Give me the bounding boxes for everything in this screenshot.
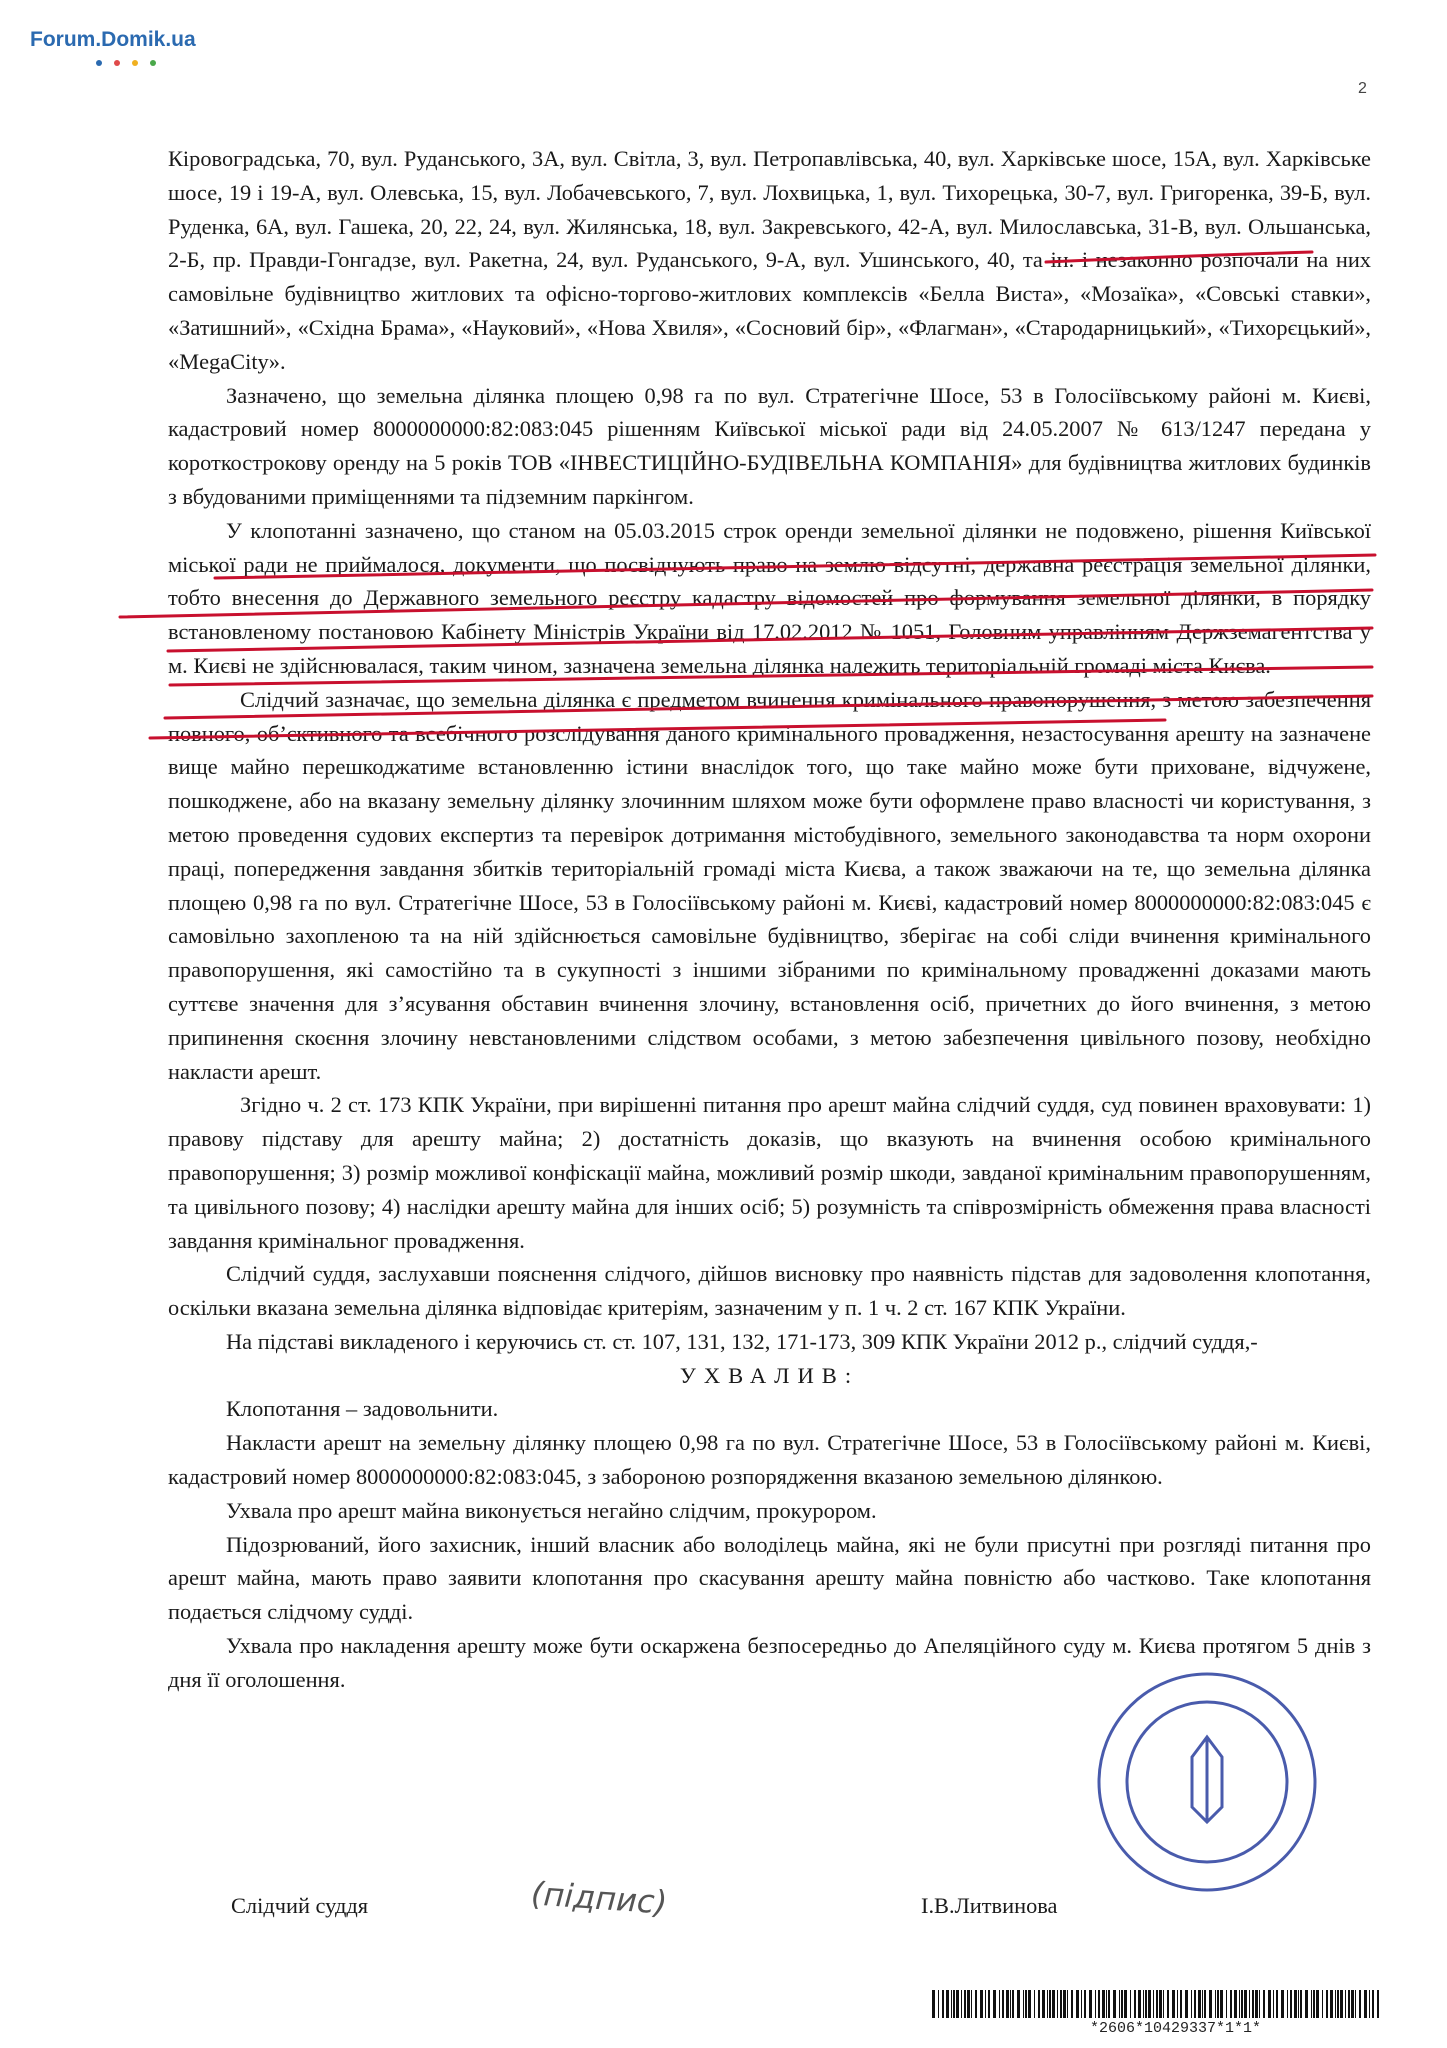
paragraph-investigator-statement: Слідчий зазначає, що земельна ділянка є предметом вчинення кримінального правопорушення, з метою забезпечення повного, об’єктивного та всебічного розслідування даного кримінального провадження, незастосування арешту на зазначене вище майно перешкоджатиме встановленню істини внаслідок того, що таке майно може бути приховане, відчужене, пошкоджене, або на вказану земельну ділянку злочинним шляхом може бути оформлене право власності чи користування, з метою проведення судових експертиз та перевірок дотримання містобудівного, земельного законодавства та норм охорони праці, попередження завдання збитків територіальній громаді міста Києва, а також зважаючи на те, що земельна ділянка площею 0,98 га по вул. Стратегічне Шосе, 53 в Голосіївському районі м. Києві, кадастровий номер 8000000000:82:083:045 є самовільно захопленою та на ній здійснюється самовільне будівництво, зберігає на собі сліди вчинення кримінального правопорушення, які самостійно та в сукупності з іншими зібраними по кримінальному провадженні доказами мають суттєве значення для з’ясування обставин вчинення злочину, встановлення осіб, причетних до його вчинення, з метою припинення скоєння злочину невстановленими слідством особами, з метою забезпечення цивільного позову, необхідно накласти арешт. (168, 686, 1371, 1084)
paragraph-addresses: Кіровоградська, 70, вул. Руданського, 3А, вул. Світла, 3, вул. Петропавлівська, 40, вул. Харківське шосе, 15А, вул. Харківське шосе, 19 і 19-А, вул. Олевська, 15, вул. Лобачевського, 7, вул. Лохвицька, 1, вул. Тихорецька, 30-7, вул. Григоренка, 39-Б, вул. Руденка, 6А, вул. Гашека, 20, 22, 24, вул. Жилянська, 18, вул. Закревського, 42-А, вул. Милославська, 31-В, вул. Ольшанська, 2-Б, пр. Правди-Гонгадзе, вул. Ракетна, 24, вул. Руданського, 9-А, вул. Ушинського, 40, та ін. і незаконно розпочали на них самовільне будівництво житлових та офісно-торгово-житлових комплексів «Белла Виста», «Мозаїка», «Совські ставки», «Затишний», «Східна Брама», «Науковий», «Нова Хвиля», «Сосновий бір», «Флагман», «Стародарницький», «Тихорєцький», «MegaCity». (168, 146, 1371, 374)
forum-logo[interactable]: Forum.Domik.ua (30, 28, 196, 51)
signature-handwritten: (підпис) (529, 1874, 669, 1922)
ruling-item-petition: Клопотання – задовольнити. (226, 1396, 499, 1422)
signature-role: Слідчий суддя (231, 1893, 369, 1918)
paragraph-article-173: Згідно ч. 2 ст. 173 КПК України, при вирішенні питання про арешт майна слідчий суддя, суд повинен враховувати: 1) правову підставу для арешту майна; 2) достатність доказів, що вказують на вчинення особою кримінального правопорушення; 3) розмір можливої конфіскації майна, можливий розмір шкоди, завданої кримінальним правопорушенням, та цивільного позову; 4) наслідки арешту майна для інших осіб; 5) розумність та співрозмірність обмеження права власності завдання кримінальног провадження. (168, 1092, 1371, 1253)
barcode (932, 1990, 1379, 2018)
signature-row (231, 1874, 1381, 1953)
paragraph-petition-highlighted: У клопотанні зазначено, що станом на 05.03.2015 строк оренди земельної ділянки не подовжено, рішення Київської міської ради не приймалося, документи, що посвідчують право на землю відсутні, державна реєстрація земельної ділянки, тобто внесення до Державного земельного реєстру кадастру відомостей про формування земельної ділянки, в порядку встановленому постановою Кабінету Міністрів України від 17.02.2012 № 1051, Головним управлінням Держземагентства у м. Києві не здійснювалася, таким чином, зазначена земельна ділянка належить територіальній громаді міста Києва. (168, 517, 1371, 678)
page-number: 2 (1358, 80, 1367, 97)
court-seal (1092, 1667, 1322, 1897)
logo-dots (96, 60, 156, 66)
paragraph-legal-basis: На підставі викладеного і керуючись ст. ст. 107, 131, 132, 171-173, 309 КПК України 2012 р., слідчий суддя,- (226, 1328, 1258, 1354)
ruling-item-execution: Ухвала про арешт майна виконується негайно слідчим, прокурором. (226, 1497, 877, 1523)
paragraph-land-plot: Зазначено, що земельна ділянка площею 0,98 га по вул. Стратегічне Шосе, 53 в Голосіївському районі м. Києві, кадастровий номер 8000000000:82:083:045 рішенням Київської міської ради від 24.05.2007 № 613/1247 передана у короткострокову оренду на 5 років ТОВ «ІНВЕСТИЦІЙНО-БУДІВЕЛЬНА КОМПАНІЯ» для будівництва житлових будинків з вбудованими приміщеннями та підземним паркінгом. (168, 382, 1371, 509)
paragraph-judge-conclusion: Слідчий суддя, заслухавши пояснення слідчого, дійшов висновку про наявність підстав для задоволення клопотання, оскільки вказана земельна ділянка відповідає критеріям, зазначеним у п. 1 ч. 2 ст. 167 КПК України. (168, 1261, 1371, 1321)
signature-name: І.В.Литвинова (921, 1893, 1058, 1918)
ruling-item-arrest: Накласти арешт на земельну ділянку площею 0,98 га по вул. Стратегічне Шосе, 53 в Голосіївському районі м. Києві, кадастровий номер 8000000000:82:083:045, з забороною розпорядження вказаною земельною ділянкою. (168, 1430, 1371, 1490)
document-body (168, 142, 1371, 1697)
ruling-heading: УХВАЛИВ: (679, 1362, 860, 1388)
ruling-item-appeal-rights: Підозрюваний, його захисник, інший власник або володілець майна, які не були присутні при розгляді питання про арешт майна, мають право заявити клопотання про скасування арешту майна повністю або частково. Таке клопотання подається слідчому судді. (168, 1531, 1371, 1625)
ruling-item-appeal-term: Ухвала про накладення арешту може бути оскаржена безпосередньо до Апеляційного суду м. Києва протягом 5 днів з дня її оголошення. (168, 1633, 1371, 1692)
barcode-number: *2606*10429337*1*1* (1090, 2020, 1262, 2037)
